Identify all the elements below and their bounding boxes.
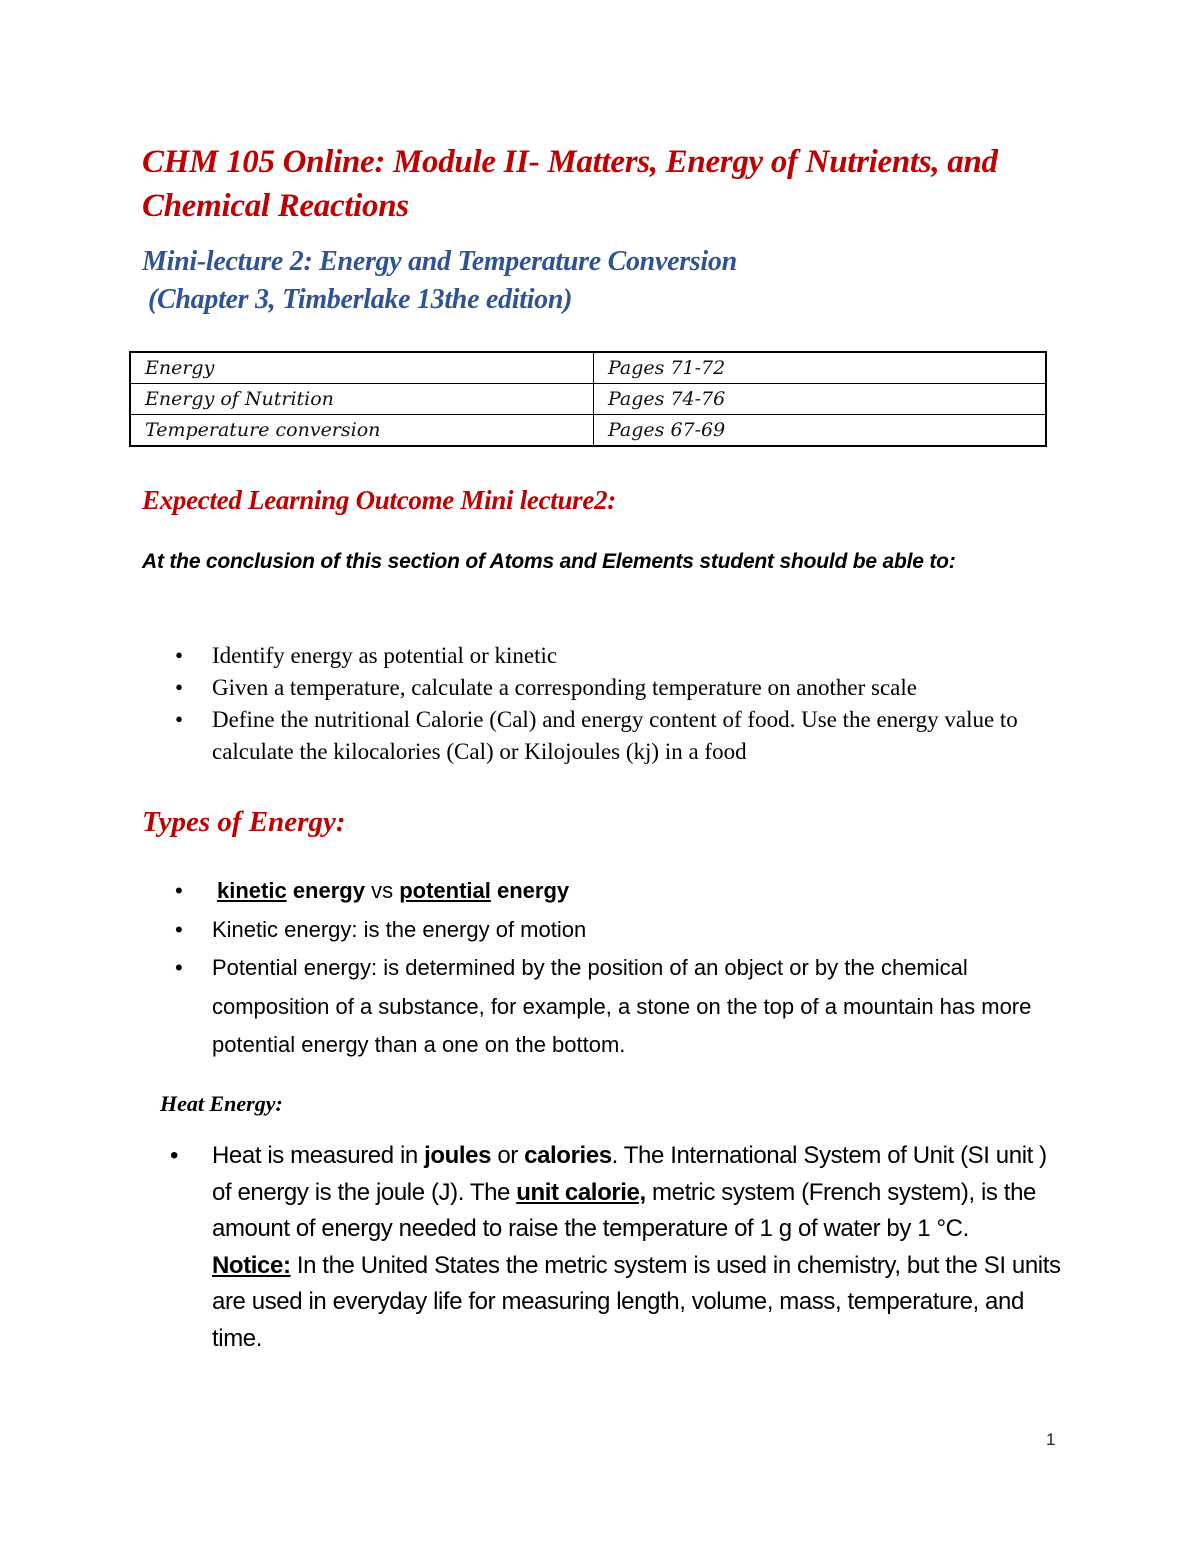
topic-cell: Temperature conversion	[130, 415, 594, 447]
list-item-text: Identify energy as potential or kinetic	[212, 643, 558, 668]
list-item-text: Given a temperature, calculate a corresponding temperature on another scale	[212, 675, 917, 700]
topic-cell: Energy of Nutrition	[130, 384, 594, 415]
bullet-icon: •	[175, 675, 184, 700]
reading-pages-table	[129, 351, 1047, 447]
page-number: 1	[1046, 1430, 1056, 1449]
list-item-text: Define the nutritional Calorie (Cal) and energy content of food. Use the energy value to calculate the kilocalories (Cal) or Kilojoules (kj) in a food	[212, 707, 1018, 764]
types-of-energy-list	[142, 872, 1062, 1065]
bullet-icon: •	[175, 955, 183, 980]
subtitle-line-2: (Chapter 3, Timberlake 13the edition)	[148, 284, 573, 315]
document-title: CHM 105 Online: Module II- Matters, Energy of Nutrients, and Chemical Reactions	[142, 144, 998, 224]
topic-cell: Energy	[130, 352, 594, 384]
bullet-icon: •	[175, 878, 183, 903]
energy-word: energy	[490, 878, 570, 903]
list-item-text: Potential energy: is determined by the position of an object or by the chemical composition of a substance, for example, a stone on the top of a mountain has more potential energy than a one on the bottom.	[212, 955, 1032, 1057]
list-item	[142, 704, 1062, 768]
bullet-icon: •	[175, 916, 183, 942]
bullet-icon: •	[170, 1142, 179, 1169]
types-of-energy-heading: Types of Energy:	[142, 806, 346, 838]
list-item-text: Kinetic energy: is the energy of motion	[212, 916, 587, 942]
list-item	[142, 949, 1062, 1065]
notice-label: Notice:	[212, 1251, 291, 1279]
list-item	[142, 872, 1062, 911]
table-row	[130, 384, 1046, 415]
subtitle-line-1: Mini-lecture 2: Energy and Temperature Conversion	[142, 246, 737, 277]
energy-word: energy	[286, 878, 372, 903]
notice-paragraph	[212, 1248, 1072, 1358]
heat-energy-list	[142, 1138, 1072, 1357]
list-item	[142, 640, 1062, 672]
learning-outcome-intro: At the conclusion of this section of Atoms and Elements student should be able to:	[142, 550, 956, 573]
potential-term: potential	[399, 878, 491, 903]
pages-cell: Pages 67-69	[594, 415, 1047, 447]
list-item	[142, 911, 1062, 950]
table-row	[130, 352, 1046, 384]
heat-text: or	[491, 1142, 525, 1169]
pages-cell: Pages 71-72	[594, 352, 1047, 384]
bullet-icon: •	[175, 707, 184, 732]
heat-text: metric system (French system), is the amount of energy needed to raise the temperature of 1 g of water by 1 °C.	[212, 1178, 1036, 1242]
heat-text: Heat is measured in	[212, 1142, 425, 1169]
heat-text: . The International System of Unit (SI unit ) of energy is the joule (J). The	[212, 1142, 1047, 1206]
heat-energy-heading: Heat Energy:	[160, 1091, 283, 1116]
notice-text: In the United States the metric system is used in chemistry, but the SI units are used in everyday life for measuring length, volume, mass, temperature, and time.	[212, 1251, 1061, 1352]
calories-term: calories	[524, 1142, 612, 1169]
learning-outcome-heading: Expected Learning Outcome Mini lecture2:	[142, 485, 616, 515]
list-item	[142, 672, 1062, 704]
table-row	[130, 415, 1046, 447]
unit-calorie-term: unit calorie,	[516, 1178, 646, 1206]
learning-outcome-list	[142, 640, 1062, 768]
pages-cell: Pages 74-76	[594, 384, 1047, 415]
bullet-icon: •	[175, 643, 184, 668]
mini-lecture-subtitle	[142, 243, 1072, 319]
joules-term: joules	[424, 1142, 492, 1169]
vs-word: vs	[371, 878, 400, 903]
list-item	[142, 1138, 1072, 1357]
kinetic-term: kinetic	[217, 878, 287, 903]
